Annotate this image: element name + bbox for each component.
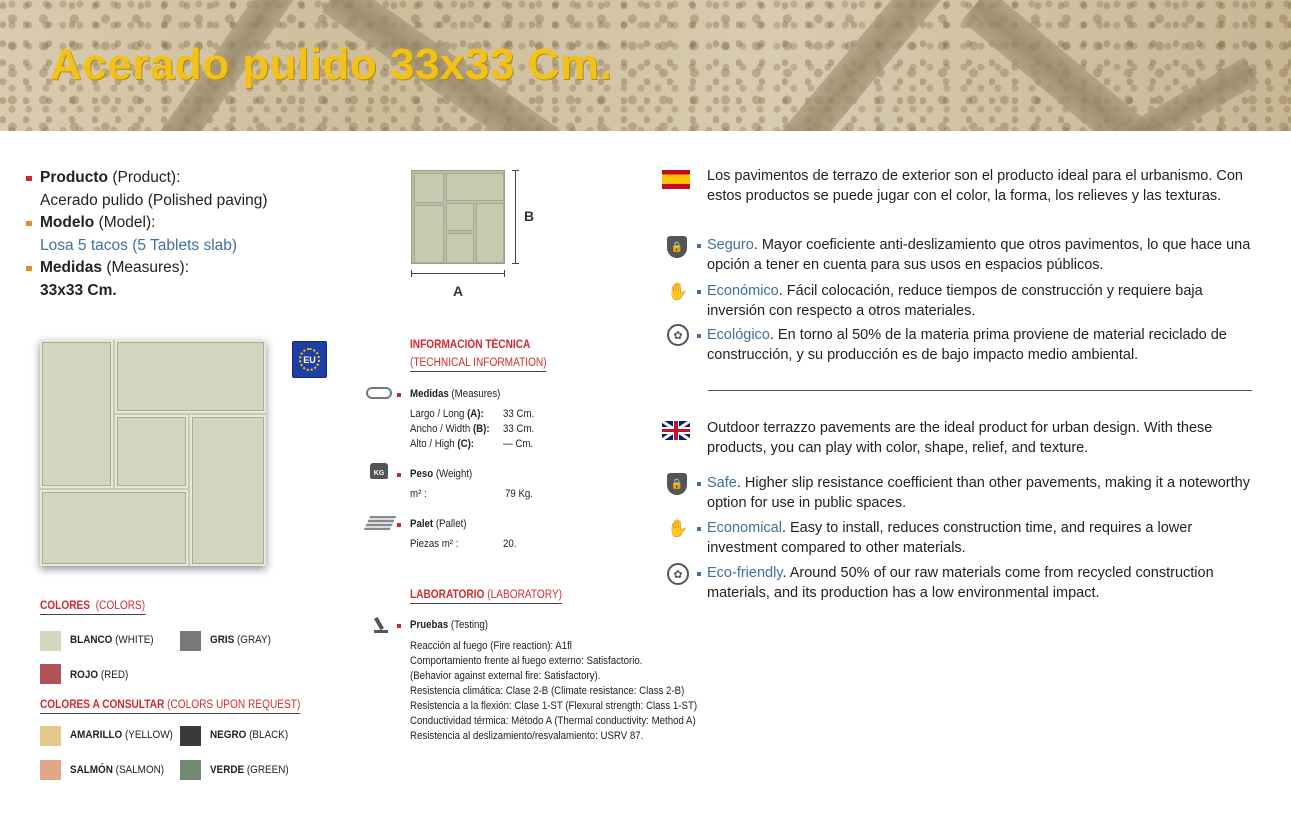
- swatch-green: [180, 760, 201, 780]
- pallet-icon: [364, 516, 397, 530]
- swatch-gray-label: GRIS (GRAY): [210, 634, 271, 646]
- dimension-tile-image: [411, 170, 505, 264]
- swatch-white: [40, 631, 61, 651]
- eu-badge: [292, 341, 327, 378]
- tech-peso: Peso (Weight): [410, 468, 473, 480]
- tech-peso-unit: m² :: [410, 488, 427, 500]
- tech-piezas-value: 20.: [503, 538, 517, 550]
- swatch-yellow-label: AMARILLO (YELLOW): [70, 729, 173, 741]
- weight-icon: KG: [370, 463, 388, 479]
- tape-measure-icon: [366, 387, 392, 399]
- swatch-gray: [180, 631, 201, 651]
- product-tile-image: [40, 340, 266, 566]
- hand-coin-icon: ✋: [667, 282, 689, 301]
- tech-ancho-value: 33 Cm.: [503, 423, 535, 435]
- modelo-value-en: (5 Tablets slab): [132, 236, 238, 254]
- swatch-red-label: ROJO (RED): [70, 669, 129, 681]
- swatch-red: [40, 664, 61, 684]
- dimension-line-b: [515, 170, 516, 264]
- shield-lock-icon: 🔒: [667, 473, 687, 495]
- lab-line: Comportamiento frente al fuego externo: Satisfactorio.: [410, 655, 643, 667]
- en-feature-eco-friendly: Eco-friendly. Around 50% of our raw materials come from recycled construction materials, and its production has a low environmental impact.: [707, 565, 1214, 601]
- lab-line: Reacción al fuego (Fire reaction): A1fl: [410, 640, 572, 652]
- es-feature-ecologico: Ecológico. En torno al 50% de la materia prima proviene de material reciclado de construcción, y su producción es de bajo impacto medio ambiental.: [707, 327, 1227, 363]
- modelo-label: Modelo: [40, 214, 95, 231]
- spain-flag-icon: [662, 170, 690, 189]
- tech-title-en: (TECHNICAL INFORMATION): [410, 357, 547, 372]
- medidas-label-en: (Measures):: [106, 259, 190, 276]
- lab-line: Resistencia climática: Clase 2-B (Climate resistance: Class 2-B): [410, 685, 685, 697]
- tech-piezas-label: Piezas m² :: [410, 538, 459, 550]
- swatch-yellow: [40, 726, 61, 746]
- lab-line: (Behavior against external fire: Satisfactory).: [410, 670, 601, 682]
- leaf-icon: ✿: [667, 563, 689, 585]
- medidas-label: Medidas: [40, 259, 103, 276]
- tech-palet: Palet (Pallet): [410, 518, 467, 530]
- modelo-label-en: (Model):: [98, 214, 156, 231]
- header-banner: [0, 0, 1291, 131]
- lab-line: Resistencia al deslizamiento/resvalamiento: USRV 87.: [410, 730, 644, 742]
- dimension-label-b: B: [524, 208, 535, 224]
- tech-medidas: Medidas (Measures): [410, 388, 501, 400]
- producto-value-en: (Polished paving): [147, 191, 268, 209]
- swatch-white-label: BLANCO (WHITE): [70, 634, 154, 646]
- tech-alto: Alto / High (C):: [410, 438, 475, 450]
- lab-line: Resistencia a la flexión: Clase 1-ST (Flexural strength: Class 1-ST): [410, 700, 698, 712]
- modelo-value: Losa 5 tacos: [40, 236, 128, 254]
- colors-request-title: COLORES A CONSULTAR (COLORS UPON REQUEST): [40, 699, 300, 714]
- medidas-value: 33x33 Cm.: [40, 281, 117, 299]
- es-feature-economico: Económico. Fácil colocación, reduce tiempos de construcción y requiere baja inversión con respecto a otros materiales.: [707, 283, 1203, 319]
- dimension-label-a: A: [453, 283, 464, 299]
- microscope-icon: [372, 617, 390, 633]
- tech-largo: Largo / Long (A):: [410, 408, 484, 420]
- page-title: Acerado pulido 33x33 Cm.: [50, 40, 613, 89]
- tech-peso-value: 79 Kg.: [505, 488, 533, 500]
- hand-coin-icon: ✋: [667, 519, 689, 538]
- producto-label-en: (Product):: [112, 169, 181, 186]
- leaf-icon: ✿: [667, 324, 689, 346]
- shield-lock-icon: 🔒: [667, 236, 687, 258]
- en-feature-economical: Economical. Easy to install, reduces construction time, and requires a lower investment compared to other materials.: [707, 520, 1193, 556]
- uk-flag-icon: [662, 421, 690, 440]
- tech-title: INFORMACIÓN TÉCNICA: [410, 339, 531, 351]
- swatch-green-label: VERDE (GREEN): [210, 764, 289, 776]
- tech-ancho: Ancho / Width (B):: [410, 423, 490, 435]
- tech-largo-value: 33 Cm.: [503, 408, 535, 420]
- swatch-black-label: NEGRO (BLACK): [210, 729, 289, 741]
- en-intro: Outdoor terrazzo pavements are the ideal product for urban design. With these products, you can play with color, shape, relief, and texture.: [707, 420, 1213, 456]
- product-info: [26, 167, 268, 302]
- tech-pruebas: Pruebas (Testing): [410, 619, 489, 631]
- dimension-line-a: [411, 273, 505, 274]
- lab-line: Conductividad térmica: Método A (Thermal conductivity: Method A): [410, 715, 696, 727]
- colors-title: COLORES (COLORS): [40, 600, 145, 615]
- en-feature-safe: Safe. Higher slip resistance coefficient than other pavements, making it a noteworthy option for use in public spaces.: [707, 475, 1250, 511]
- producto-value: Acerado pulido: [40, 191, 144, 209]
- swatch-salmon: [40, 760, 61, 780]
- lab-title: LABORATORIO (LABORATORY): [410, 589, 562, 604]
- producto-label: Producto: [40, 169, 109, 186]
- swatch-black: [180, 726, 201, 746]
- es-intro: Los pavimentos de terrazo de exterior son el producto ideal para el urbanismo. Con estos productos se puede jugar con el color, la forma, los relieves y las texturas.: [707, 168, 1243, 204]
- language-divider: [708, 390, 1252, 391]
- swatch-salmon-label: SALMÓN (SALMON): [70, 764, 165, 776]
- eu-badge-label: EU: [303, 354, 316, 365]
- tech-alto-value: — Cm.: [503, 438, 534, 450]
- es-feature-seguro: Seguro. Mayor coeficiente anti-deslizamiento que otros pavimentos, lo que hace una opción a tener en cuenta para sus usos en espacios públicos.: [707, 237, 1251, 273]
